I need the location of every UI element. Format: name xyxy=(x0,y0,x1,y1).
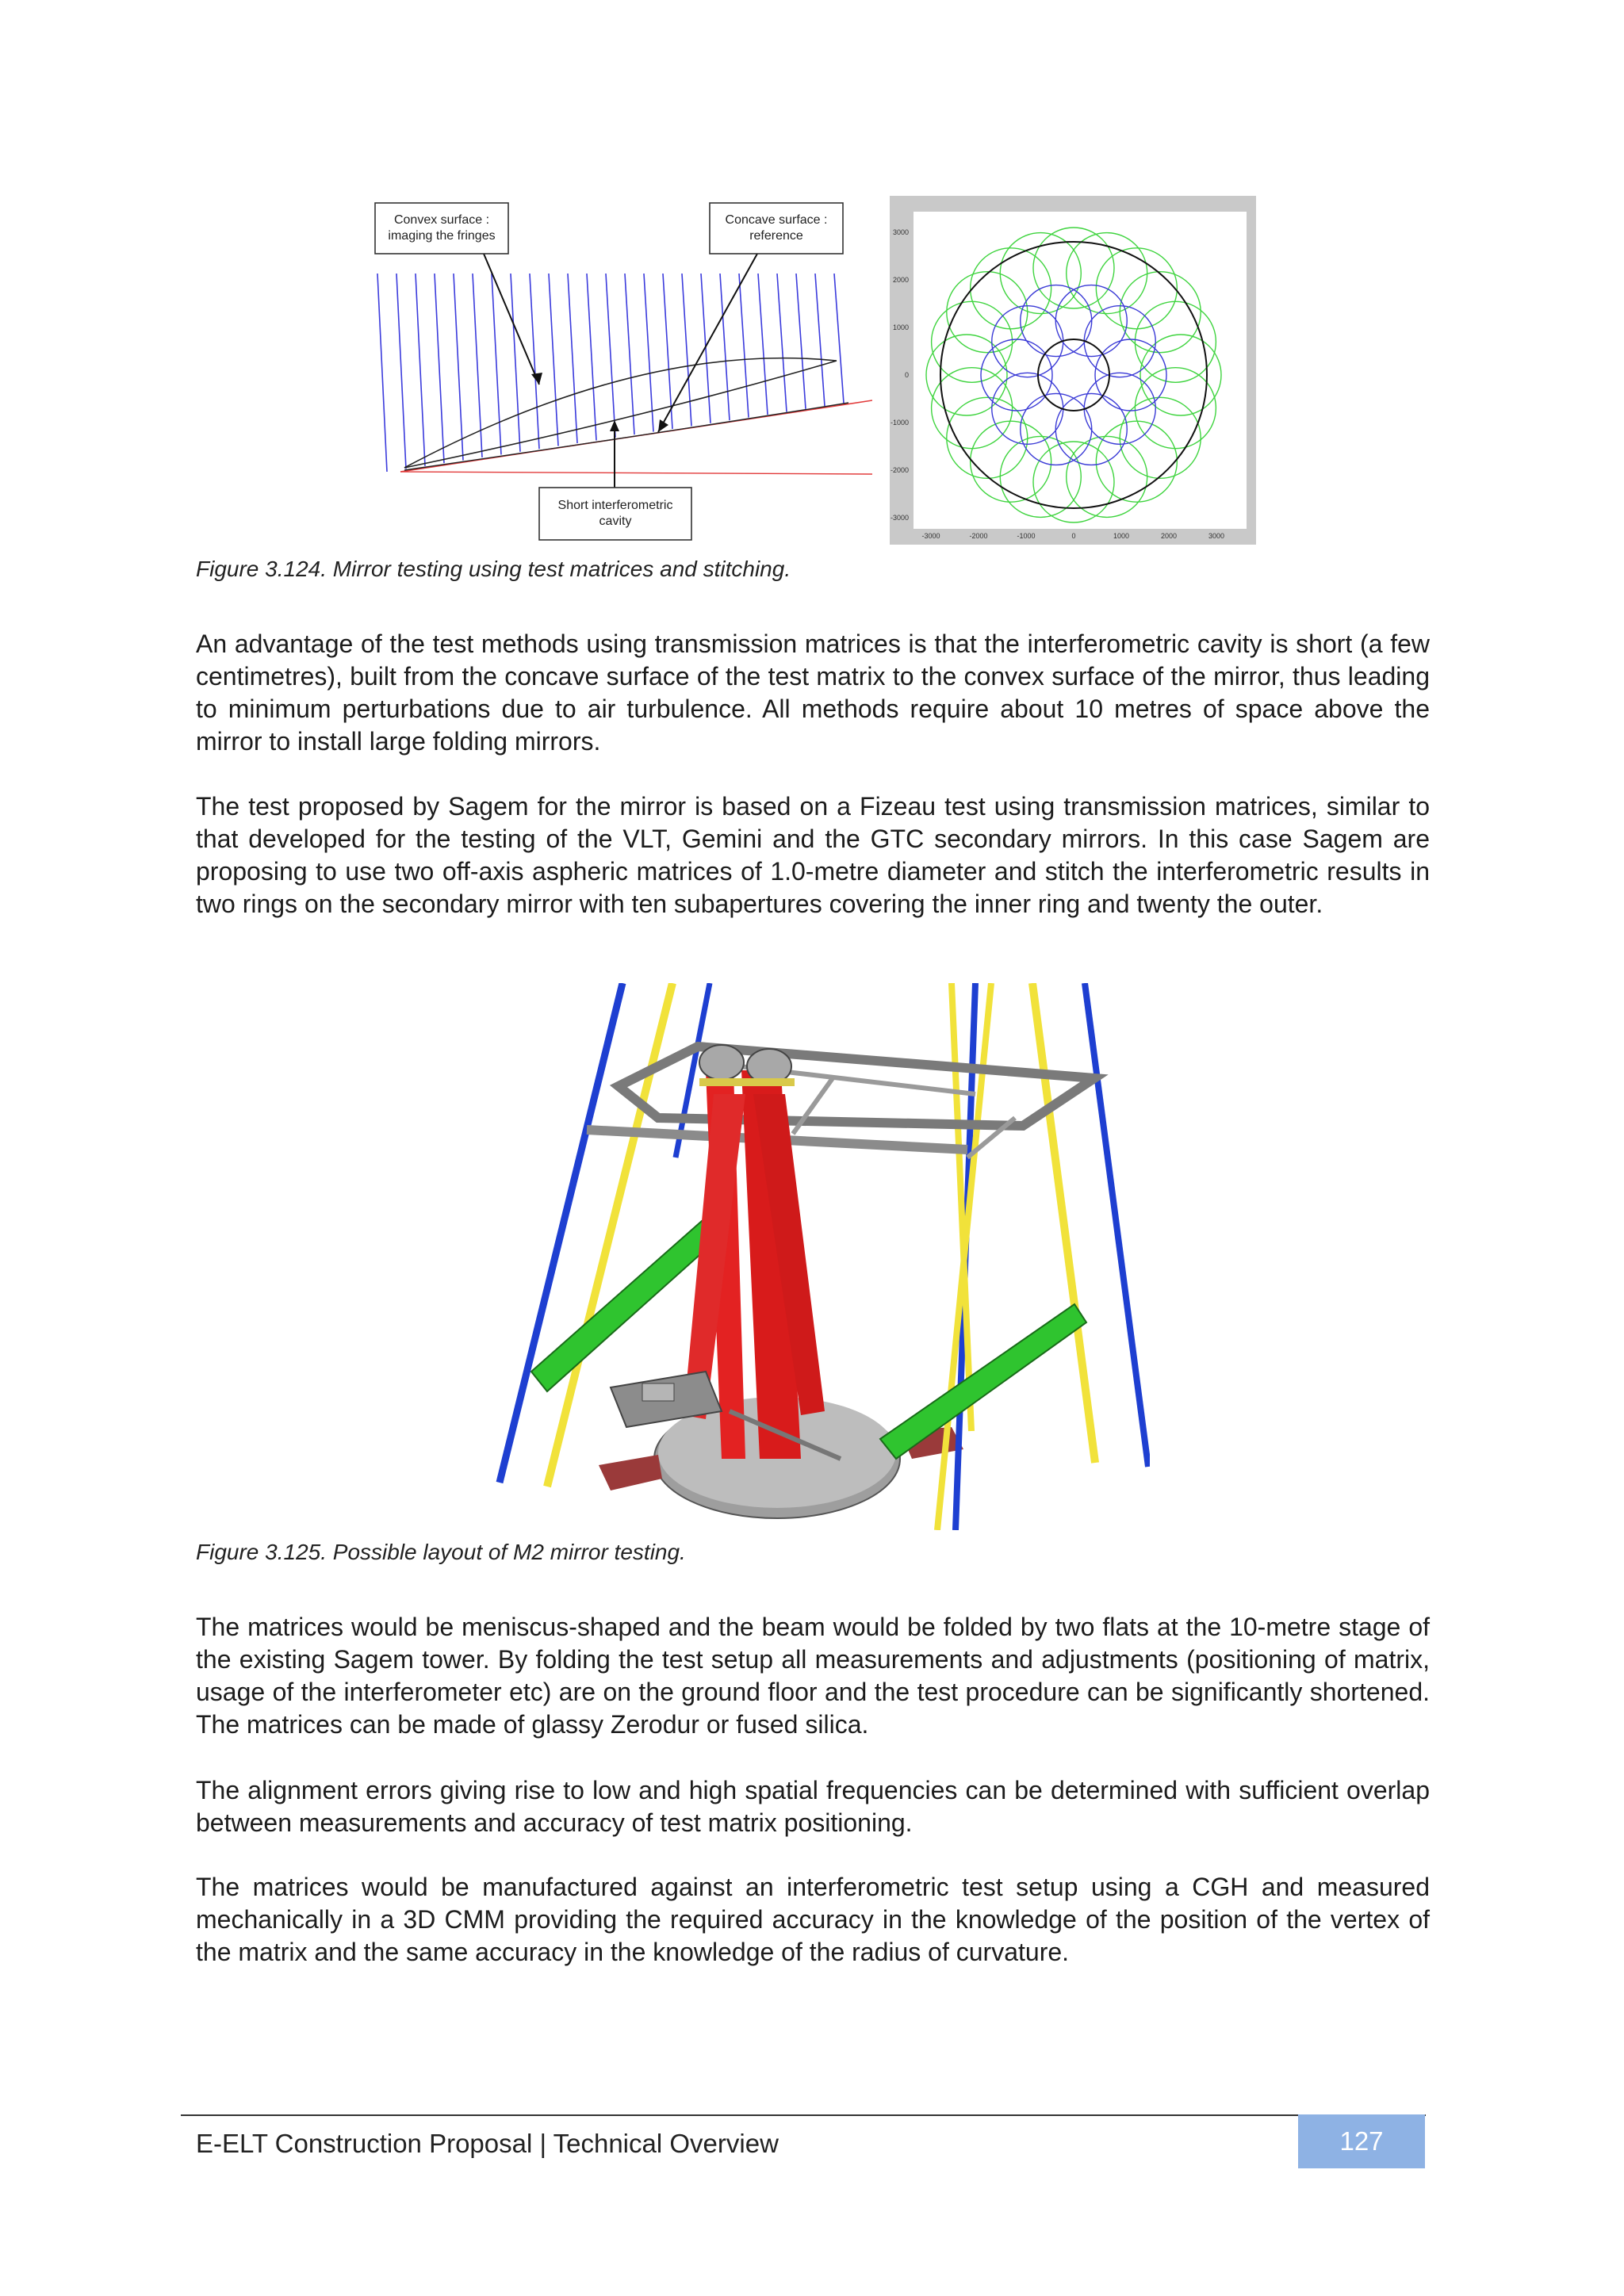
x-tick-label: -2000 xyxy=(969,532,988,540)
fringe-line xyxy=(644,274,653,432)
x-tick-label: 3000 xyxy=(1208,532,1225,540)
x-tick-label: -3000 xyxy=(921,532,940,540)
y-tick-label: -2000 xyxy=(890,466,909,474)
x-tick-label: 2000 xyxy=(1160,532,1178,540)
fringe-line xyxy=(549,274,558,446)
fringe-line xyxy=(720,274,730,420)
fringe-line xyxy=(758,274,768,415)
fringe-line xyxy=(625,274,634,434)
figure-125-caption: Figure 3.125. Possible layout of M2 mirror testing. xyxy=(196,1540,686,1564)
fringe-line xyxy=(492,274,501,454)
fringe-line xyxy=(530,274,539,449)
label-convex-line2: imaging the fringes xyxy=(388,229,496,243)
fringe-line xyxy=(815,274,825,406)
page-number: 127 xyxy=(1298,2114,1425,2168)
figure-124-caption: Figure 3.124. Mirror testing using test matrices and stitching. xyxy=(196,557,791,581)
fringe-line xyxy=(435,274,444,463)
paragraph-1: An advantage of the test methods using transmission matrices is that the interferometric cavity is short (a few centimetres), built from the concave surface of the test matrix to the convex surface of the mirror, thus leading to minimum perturbations due to air turbulence. All methods require about 10 metres of space above the mirror to install large folding mirrors. xyxy=(196,629,1430,756)
fringe-line xyxy=(606,274,615,438)
fringe-line xyxy=(587,274,596,440)
footer-title: E-ELT Construction Proposal | Technical Overview xyxy=(196,2129,779,2158)
fringe-line xyxy=(739,274,749,418)
y-tick-label: -1000 xyxy=(890,419,909,427)
y-tick-label: -3000 xyxy=(890,514,909,522)
x-tick-label: -1000 xyxy=(1017,532,1036,540)
label-concave-line2: reference xyxy=(749,229,803,243)
paragraph-4: The alignment errors giving rise to low and high spatial frequencies can be determined with sufficient overlap between measurements and accuracy of test matrix positioning. xyxy=(196,1776,1430,1837)
fringe-line xyxy=(834,274,844,404)
fringe-line xyxy=(454,274,463,461)
paragraph-2: The test proposed by Sagem for the mirror is based on a Fizeau test using transmission matrices, similar to that developed for the testing of the VLT, Gemini and the GTC secondary mirrors. In this case Sagem are proposing to use two off-axis aspheric matrices of 1.0-metre diameter and stitch the interferometric results in two rings on the secondary mirror with ten subapertures covering the inner ring and twenty the outer. xyxy=(196,792,1430,918)
label-cavity-line1: Short interferometric xyxy=(557,499,673,512)
fringe-line xyxy=(511,274,520,452)
label-concave-line1: Concave surface : xyxy=(725,213,828,227)
fringe-line xyxy=(416,274,425,466)
x-tick-label: 1000 xyxy=(1113,532,1130,540)
label-cavity-line2: cavity xyxy=(599,515,632,528)
y-tick-label: 3000 xyxy=(892,228,909,236)
label-convex-line1: Convex surface : xyxy=(393,213,490,227)
fringe-line xyxy=(701,274,710,423)
y-tick-label: 1000 xyxy=(892,323,909,331)
fringe-line xyxy=(796,274,806,409)
stitching-plot xyxy=(890,196,1256,545)
fringe-line xyxy=(568,274,577,443)
x-tick-label: 0 xyxy=(1071,532,1076,540)
fringe-line xyxy=(396,274,406,469)
figure-124-left-panel xyxy=(373,198,872,547)
footer-divider xyxy=(181,2114,1426,2116)
y-tick-label: 2000 xyxy=(892,276,909,284)
y-tick-label: 0 xyxy=(904,371,909,379)
m2-testing-render xyxy=(468,983,1150,1530)
figure-124-right-panel xyxy=(890,196,1256,545)
fringe-diagram xyxy=(373,198,872,547)
paragraph-5: The matrices would be manufactured against an interferometric test setup using a CGH and measured mechanically in a 3D CMM providing the required accuracy in the knowledge of the position of the vertex of the matrix and the same accuracy in the knowledge of the radius of curvature. xyxy=(196,1873,1430,1966)
paragraph-3: The matrices would be meniscus-shaped and the beam would be folded by two flats at the 10-metre stage of the existing Sagem tower. By folding the test setup all measurements and adjustments (positioning of matrix, usage of the interferometer etc) are on the ground floor and the test procedure can be significantly shortened. The matrices can be made of glassy Zerodur or fused silica. xyxy=(196,1613,1430,1739)
fringe-line xyxy=(777,274,787,411)
fringe-line xyxy=(377,274,387,472)
figure-125-m2-layout xyxy=(468,983,1150,1530)
